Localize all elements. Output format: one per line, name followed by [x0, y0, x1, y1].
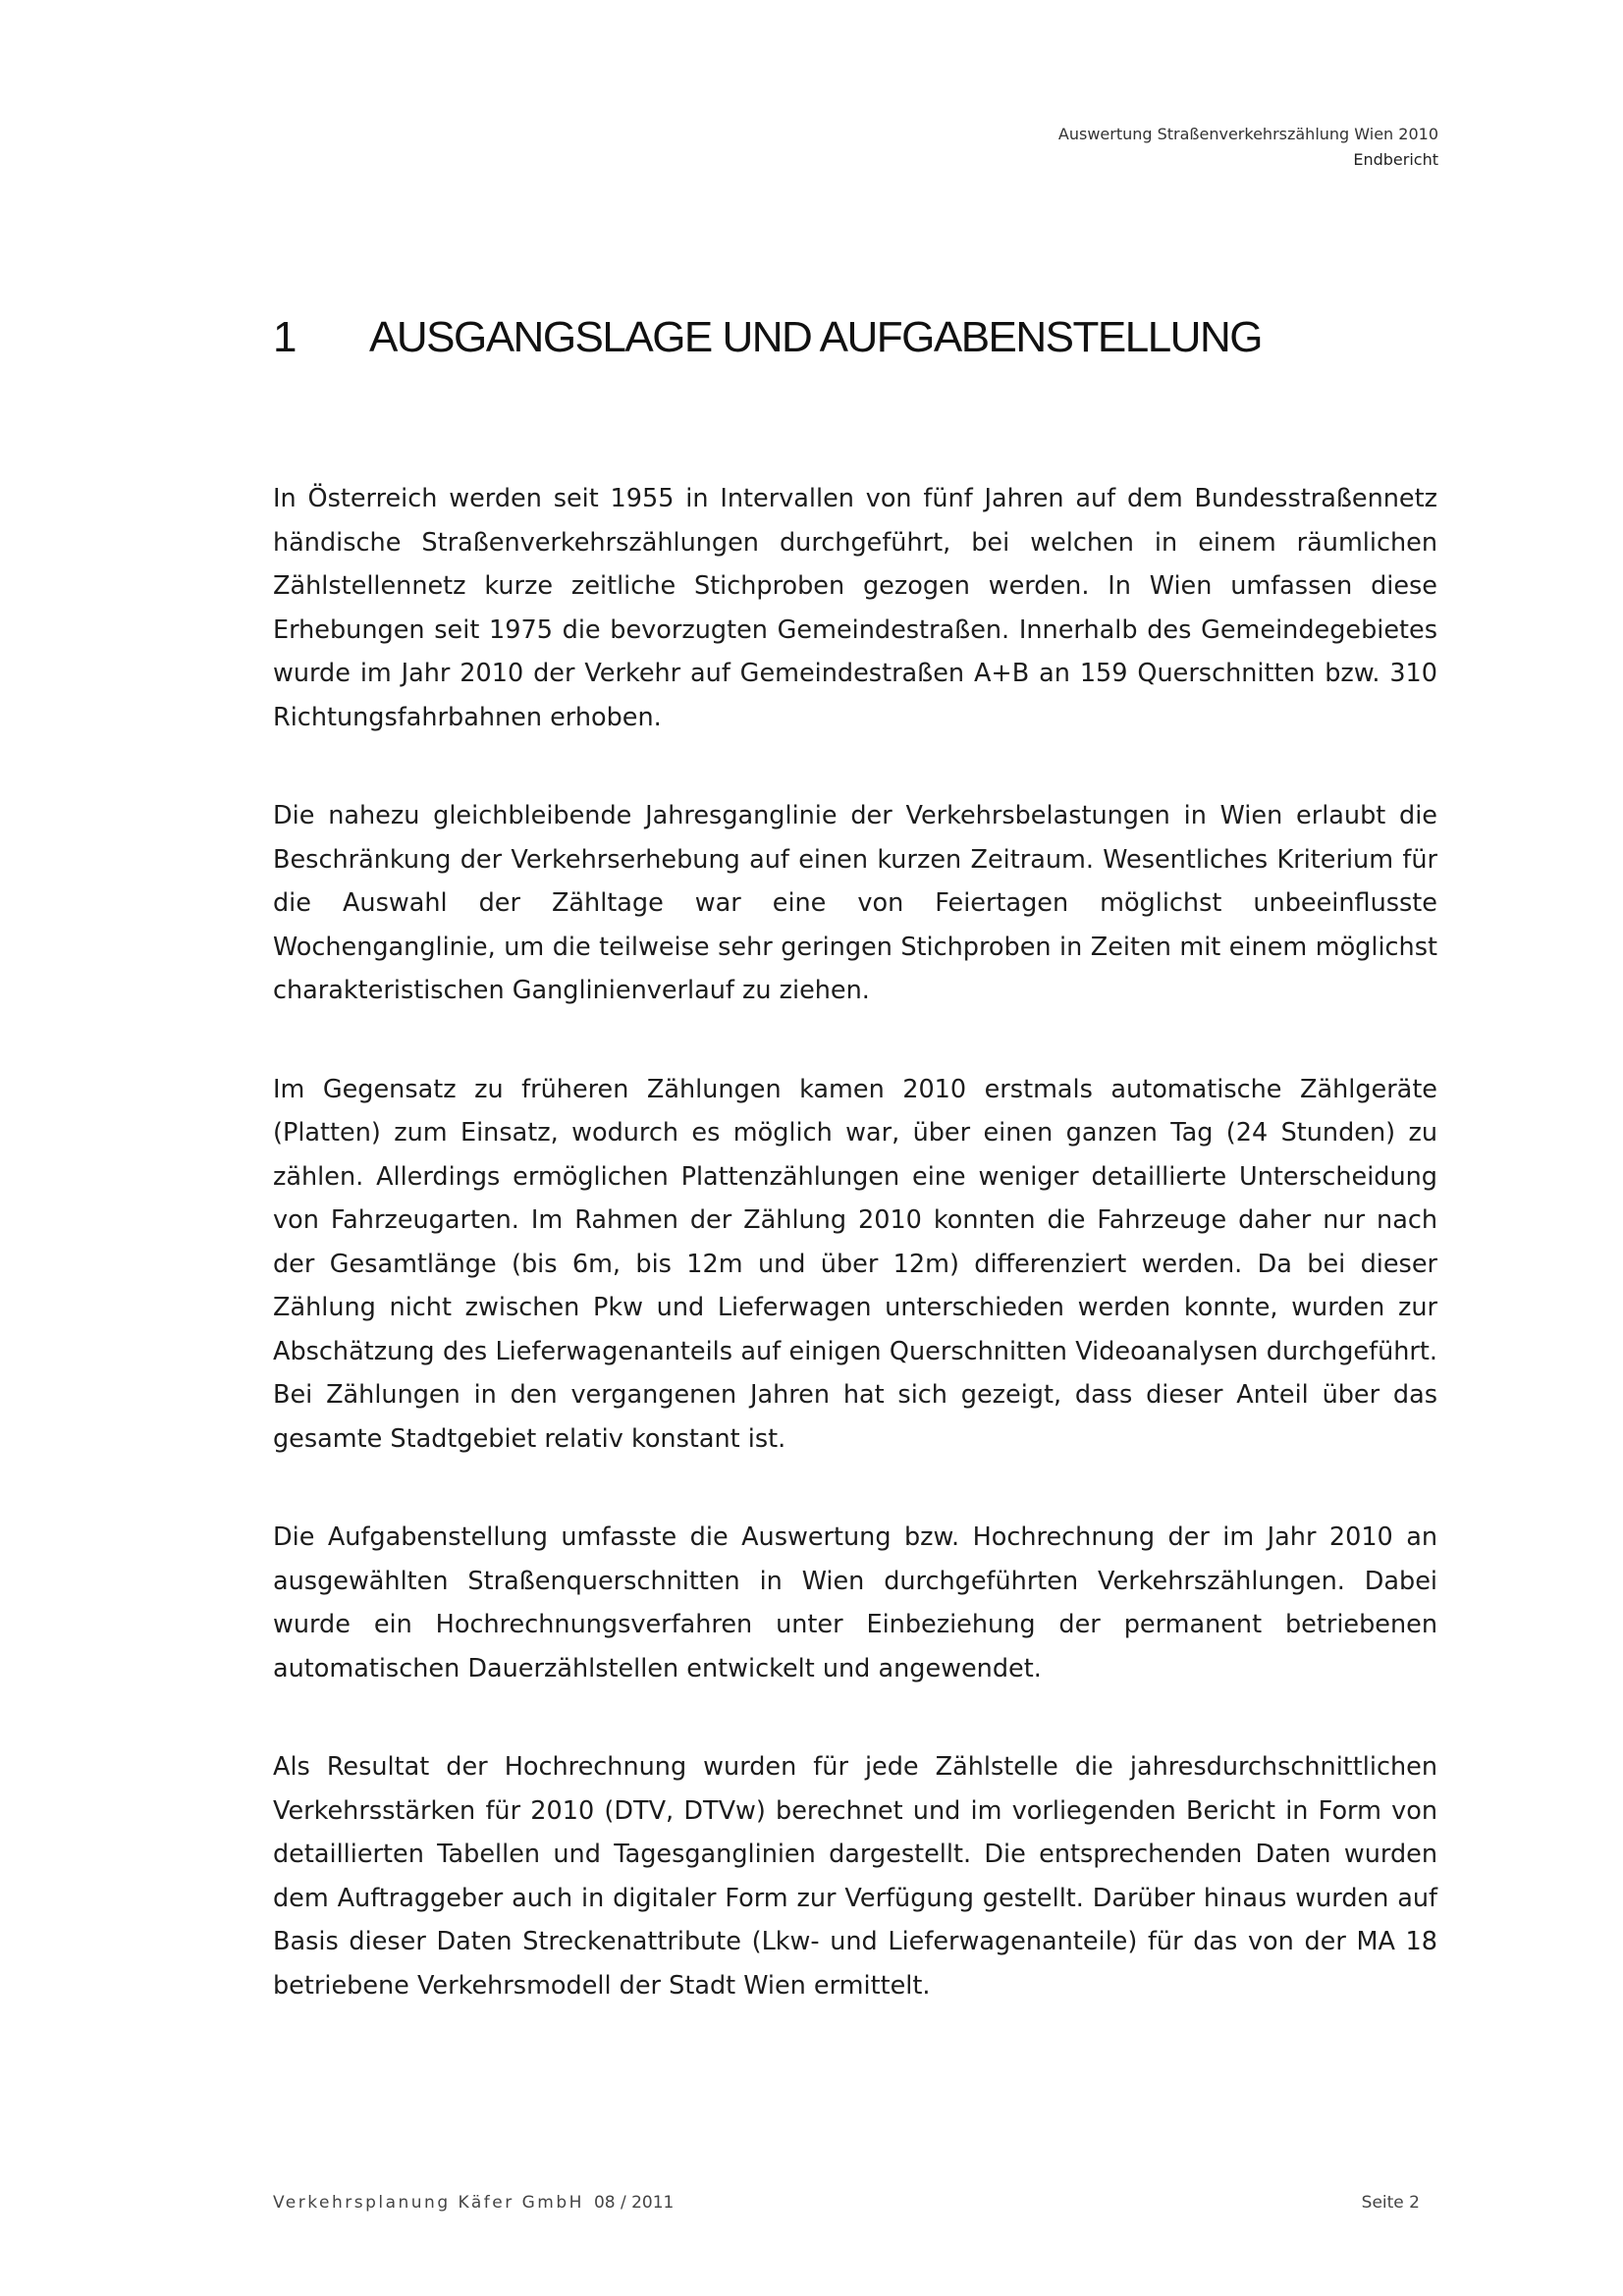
chapter-number: 1 — [273, 313, 296, 361]
paragraph: Als Resultat der Hochrechnung wurden für jede Zählstelle die jahresdurchschnittlichen Verkehrsstärken für 2010 (DTV, DTVw) berechnet und im vorliegenden Bericht in Form von detaillierten Tabellen und Tagesganglinien dargestellt. Die entsprechenden Daten wurden dem Auftraggeber auch in digitaler Form zur Verfügung gestellt. Darüber hinaus wurden auf Basis dieser Daten Streckenattribute (Lkw- und Lieferwagenanteile) für das von der MA 18 betriebene Verkehrsmodell der Stadt Wien ermittelt. — [273, 1752, 1437, 2001]
page-header — [1058, 122, 1438, 173]
chapter-heading — [273, 310, 1441, 365]
page-footer — [273, 2191, 1420, 2215]
paragraph: Die nahezu gleichbleibende Jahresganglinie der Verkehrsbelastungen in Wien erlaubt die Beschränkung der Verkehrserhebung auf einen kurzen Zeitraum. Wesentliches Kriterium für die Auswahl der Zähltage war eine von Feiertagen möglichst unbeeinflusste Wochenganglinie, um die teilweise sehr geringen Stichproben in Zeiten mit einem möglichst charakteristischen Ganglinienverlauf zu ziehen. — [273, 801, 1437, 1005]
footer-page-number: Seite 2 — [1361, 2193, 1420, 2213]
paragraph: Die Aufgabenstellung umfasste die Auswertung bzw. Hochrechnung der im Jahr 2010 an ausgewählten Straßenquerschnitten in Wien durchgeführten Verkehrszählungen. Dabei wurde ein Hochrechnungsverfahren unter Einbeziehung der permanent betriebenen automatischen Dauerzählstellen entwickelt und angewendet. — [273, 1522, 1437, 1683]
paragraph: Im Gegensatz zu früheren Zählungen kamen 2010 erstmals automatische Zählgeräte (Platten) zum Einsatz, wodurch es möglich war, über einen ganzen Tag (24 Stunden) zu zählen. Allerdings ermöglichen Plattenzählungen eine weniger detaillierte Unterscheidung von Fahrzeugarten. Im Rahmen der Zählung 2010 konnten die Fahrzeuge daher nur nach der Gesamtlänge (bis 6m, bis 12m und über 12m) differenziert werden. Da bei dieser Zählung nicht zwischen Pkw und Lieferwagen unterschieden werden konnte, wurden zur Abschätzung des Lieferwagenanteils auf einigen Querschnitten Videoanalysen durchgeführt. Bei Zählungen in den vergangenen Jahren hat sich gezeigt, dass dieser Anteil über das gesamte Stadtgebiet relativ konstant ist. — [273, 1074, 1437, 1454]
chapter-title: AUSGANGSLAGE UND AUFGABENSTELLUNG — [369, 313, 1262, 361]
body-text — [273, 477, 1437, 2062]
header-title: Auswertung Straßenverkehrszählung Wien 2010 — [1057, 125, 1438, 143]
footer-date: 08 / 2011 — [593, 2193, 675, 2213]
header-subtitle: Endbericht — [1353, 150, 1438, 169]
paragraph: In Österreich werden seit 1955 in Intervallen von fünf Jahren auf dem Bundesstraßennetz händische Straßenverkehrszählungen durchgeführt, bei welchen in einem räumlichen Zählstellennetz kurze zeitliche Stichproben gezogen werden. In Wien umfassen diese Erhebungen seit 1975 die bevorzugten Gemeindestraßen. Innerhalb des Gemeindegebietes wurde im Jahr 2010 der Verkehr auf Gemeindestraßen A+B an 159 Querschnitten bzw. 310 Richtungsfahrbahnen erhoben. — [273, 484, 1437, 732]
footer-company: Verkehrsplanung Käfer GmbH — [273, 2193, 584, 2213]
